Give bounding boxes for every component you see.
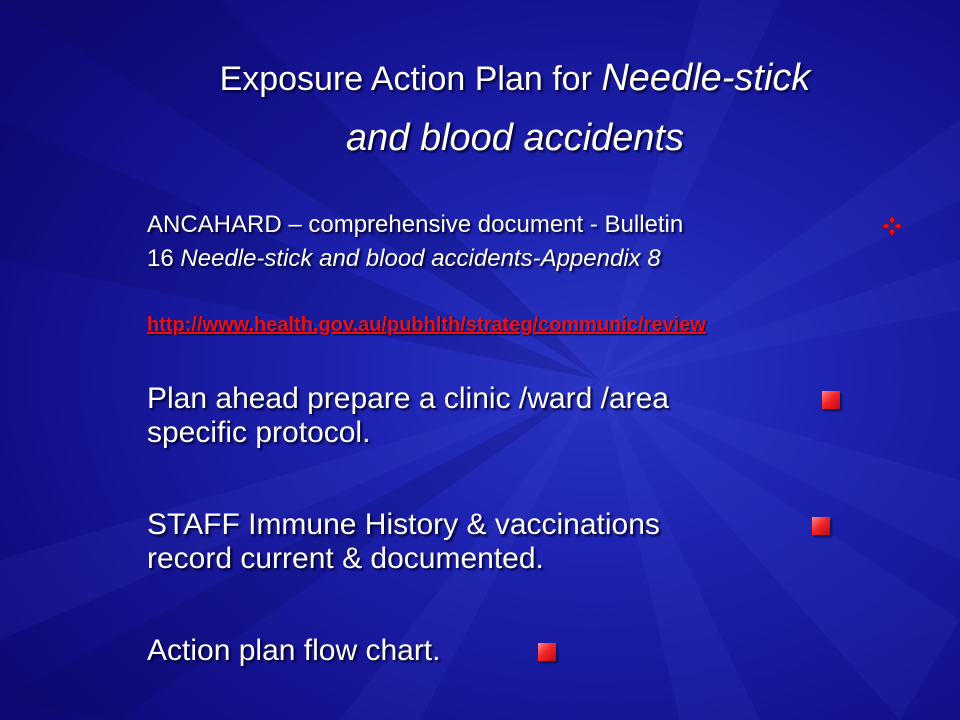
bullet-1-line-1: Plan ahead prepare a clinic /ward /area <box>147 382 669 415</box>
bullet-2-line-2: record current & documented. <box>147 542 544 575</box>
bullet-item <box>147 508 660 576</box>
bullet-3-line-1: Action plan flow chart. <box>147 634 441 667</box>
square-bullet-icon <box>812 517 830 535</box>
reference-line-2-prefix: 16 <box>147 245 181 272</box>
square-bullet-icon <box>538 643 556 661</box>
reference-line-2-italic: Needle-stick and blood accidents-Appendix 8 <box>180 245 661 272</box>
title-part-1: Exposure Action Plan for <box>219 60 602 98</box>
bullet-1-line-2: specific protocol. <box>147 416 371 449</box>
reference-line-1: ANCAHARD – comprehensive document - Bulletin <box>147 211 684 238</box>
bullet-item <box>147 634 440 668</box>
bullet-2-line-1: STAFF Immune History & vaccinations <box>147 508 660 541</box>
square-bullet-icon <box>822 391 840 409</box>
bullet-item <box>147 382 669 450</box>
title-part-2: Needle-stick <box>601 57 811 99</box>
title-part-3: and blood accidents <box>345 117 685 159</box>
reference-link[interactable]: http://www.health.gov.au/pubhlth/strateg/communic/review <box>147 314 706 336</box>
slide-title <box>120 52 910 172</box>
diamond-bullet-icon <box>881 215 903 237</box>
reference-paragraph <box>147 208 683 276</box>
